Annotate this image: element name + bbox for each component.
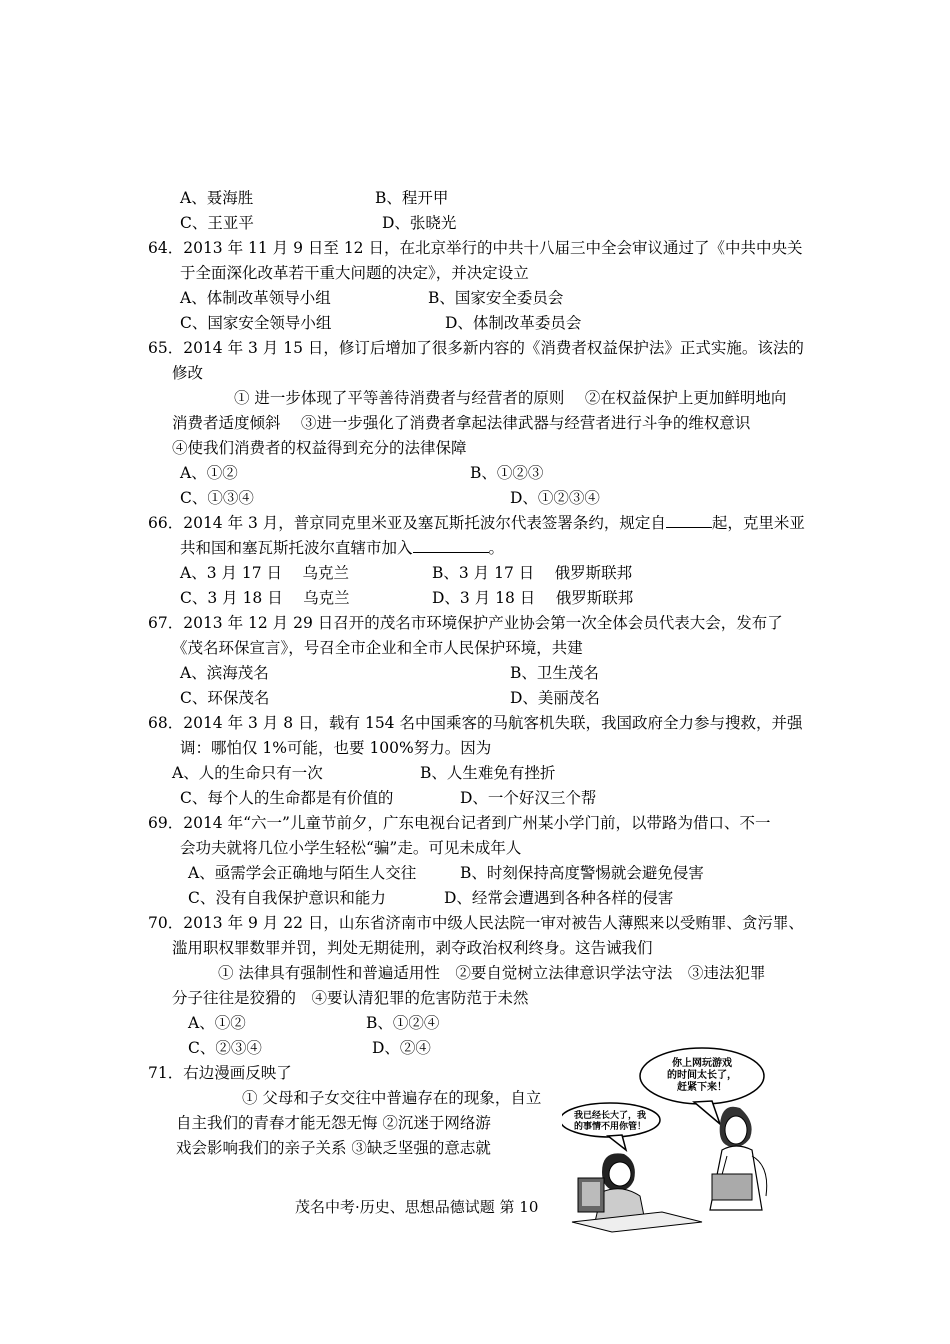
- q63-option-d: D、张晓光: [382, 214, 457, 232]
- q70-stem-line2: 滥用职权罪数罪并罚，判处无期徒刑，剥夺政治权利终身。这告诫我们: [172, 939, 653, 957]
- q66-option-d: D、3 月 18 日 俄罗斯联邦: [432, 589, 634, 607]
- q65-statement-line2: 消费者适度倾斜 ③进一步强化了消费者拿起法律武器与经营者进行斗争的维权意识: [172, 414, 751, 432]
- q65-option-d: D、①②③④: [510, 489, 600, 507]
- q66-stem-line2: [180, 538, 504, 558]
- q70-option-d: D、②④: [372, 1039, 431, 1057]
- page-footer: 茂名中考·历史、思想品德试题 第 10: [295, 1198, 539, 1216]
- q69-option-a: A、亟需学会正确地与陌生人交往: [188, 864, 417, 882]
- q65-option-c: C、①③④: [180, 489, 254, 507]
- q68-option-d: D、一个好汉三个帮: [460, 789, 597, 807]
- q66-option-c: C、3 月 18 日 乌克兰: [180, 589, 350, 607]
- q67-stem-line2: 《茂名环保宣言》，号召全市企业和全市人民保护环境，共建: [172, 639, 583, 657]
- q68-stem-line2: 调：哪怕仅 1%可能，也要 100%努力。因为: [180, 739, 492, 757]
- q70-stem-line1: 70．2013 年 9 月 22 日，山东省济南市中级人民法院一审对被告人薄熙来以受贿罪、贪污罪、: [148, 914, 804, 932]
- q70-statement-line1: ① 法律具有强制性和普遍适用性 ②要自觉树立法律意识学法守法 ③违法犯罪: [218, 964, 766, 982]
- child-speech-line1: 我已经长大了，我: [573, 1111, 647, 1121]
- q70-option-a: A、①②: [188, 1014, 246, 1032]
- mother-speech-line3: 赶紧下来！: [677, 1082, 727, 1093]
- q66-stem-line1: [148, 513, 805, 533]
- q71-statement-line2: 自主我们的青春才能无怨无悔 ②沉迷于网络游: [176, 1114, 491, 1132]
- q63-option-c: C、王亚平: [180, 214, 254, 232]
- q67-option-b: B、卫生茂名: [510, 664, 599, 682]
- q66-blank-2: [413, 538, 489, 553]
- q69-stem-line1: 69．2014 年“六一”儿童节前夕，广东电视台记者到广州某小学门前，以带路为借口、不一: [148, 814, 771, 832]
- q66-stem-line2-text: 共和国和塞瓦斯托波尔直辖市加入: [180, 539, 413, 557]
- q66-stem-line2-tail: 。: [488, 539, 505, 557]
- q71-statement-line3: 戏会影响我们的亲子关系 ③缺乏坚强的意志就: [176, 1139, 491, 1157]
- child-speech-line2: 的事情不用你管！: [573, 1122, 647, 1132]
- q64-stem-line2: 于全面深化改革若干重大问题的决定》，并决定设立: [180, 264, 529, 282]
- q66-stem-line1-text: 66．2014 年 3 月，普京同克里米亚及塞瓦斯托波尔代表签署条约，规定自: [148, 514, 666, 532]
- q66-option-b: B、3 月 17 日 俄罗斯联邦: [432, 564, 633, 582]
- q71-stem-line1: 71．右边漫画反映了: [148, 1064, 292, 1082]
- q63-option-a: A、聂海胜: [180, 189, 254, 207]
- q65-option-a: A、①②: [180, 464, 238, 482]
- q69-option-b: B、时刻保持高度警惕就会避免侵害: [460, 864, 704, 882]
- q69-stem-line2: 会功夫就将几位小学生轻松“骗”走。可见未成年人: [180, 839, 522, 857]
- q68-option-a: A、人的生命只有一次: [172, 764, 323, 782]
- q64-option-d: D、体制改革委员会: [445, 314, 582, 332]
- q67-option-a: A、滨海茂名: [180, 664, 269, 682]
- q65-stem-line2: 修改: [172, 364, 204, 382]
- q66-blank-1: [666, 513, 712, 528]
- q63-option-b: B、程开甲: [375, 189, 449, 207]
- q65-option-b: B、①②③: [470, 464, 544, 482]
- q64-option-b: B、国家安全委员会: [428, 289, 564, 307]
- mother-speech-line1: 你上网玩游戏: [672, 1058, 732, 1069]
- q68-option-b: B、人生难免有挫折: [420, 764, 556, 782]
- q68-option-c: C、每个人的生命都是有价值的: [180, 789, 394, 807]
- q67-option-d: D、美丽茂名: [510, 689, 600, 707]
- q69-option-c: C、没有自我保护意识和能力: [188, 889, 386, 907]
- q67-option-c: C、环保茂名: [180, 689, 270, 707]
- q65-statement-line1: ① 进一步体现了平等善待消费者与经营者的原则 ②在权益保护上更加鲜明地向: [234, 389, 787, 407]
- cartoon-illustration: [562, 1046, 812, 1234]
- q70-statement-line2: 分子往往是狡猾的 ④要认清犯罪的危害防范于未然: [172, 989, 529, 1007]
- q66-option-a: A、3 月 17 日 乌克兰: [180, 564, 349, 582]
- q71-statement-line1: ① 父母和子女交往中普遍存在的现象，自立: [242, 1089, 542, 1107]
- q65-statement-line3: ④使我们消费者的权益得到充分的法律保障: [172, 439, 467, 457]
- q70-option-c: C、②③④: [188, 1039, 262, 1057]
- q67-stem-line1: 67．2013 年 12 月 29 日召开的茂名市环境保护产业协会第一次全体会员代表大会，发布了: [148, 614, 783, 632]
- q69-option-d: D、经常会遭遇到各种各样的侵害: [444, 889, 674, 907]
- q66-stem-line1-tail: 起，克里米亚: [711, 514, 805, 532]
- q64-option-c: C、国家安全领导小组: [180, 314, 332, 332]
- q68-stem-line1: 68．2014 年 3 月 8 日，载有 154 名中国乘客的马航客机失联，我国政府全力参与搜救，并强: [148, 714, 803, 732]
- q64-stem-line1: 64．2013 年 11 月 9 日至 12 日，在北京举行的中共十八届三中全会审议通过了《中共中央关: [148, 239, 803, 257]
- q70-option-b: B、①②④: [366, 1014, 440, 1032]
- q65-stem-line1: 65．2014 年 3 月 15 日，修订后增加了很多新内容的《消费者权益保护法》正式实施。该法的: [148, 339, 804, 357]
- q64-option-a: A、体制改革领导小组: [180, 289, 331, 307]
- mother-speech-line2: 的时间太长了，: [667, 1070, 737, 1081]
